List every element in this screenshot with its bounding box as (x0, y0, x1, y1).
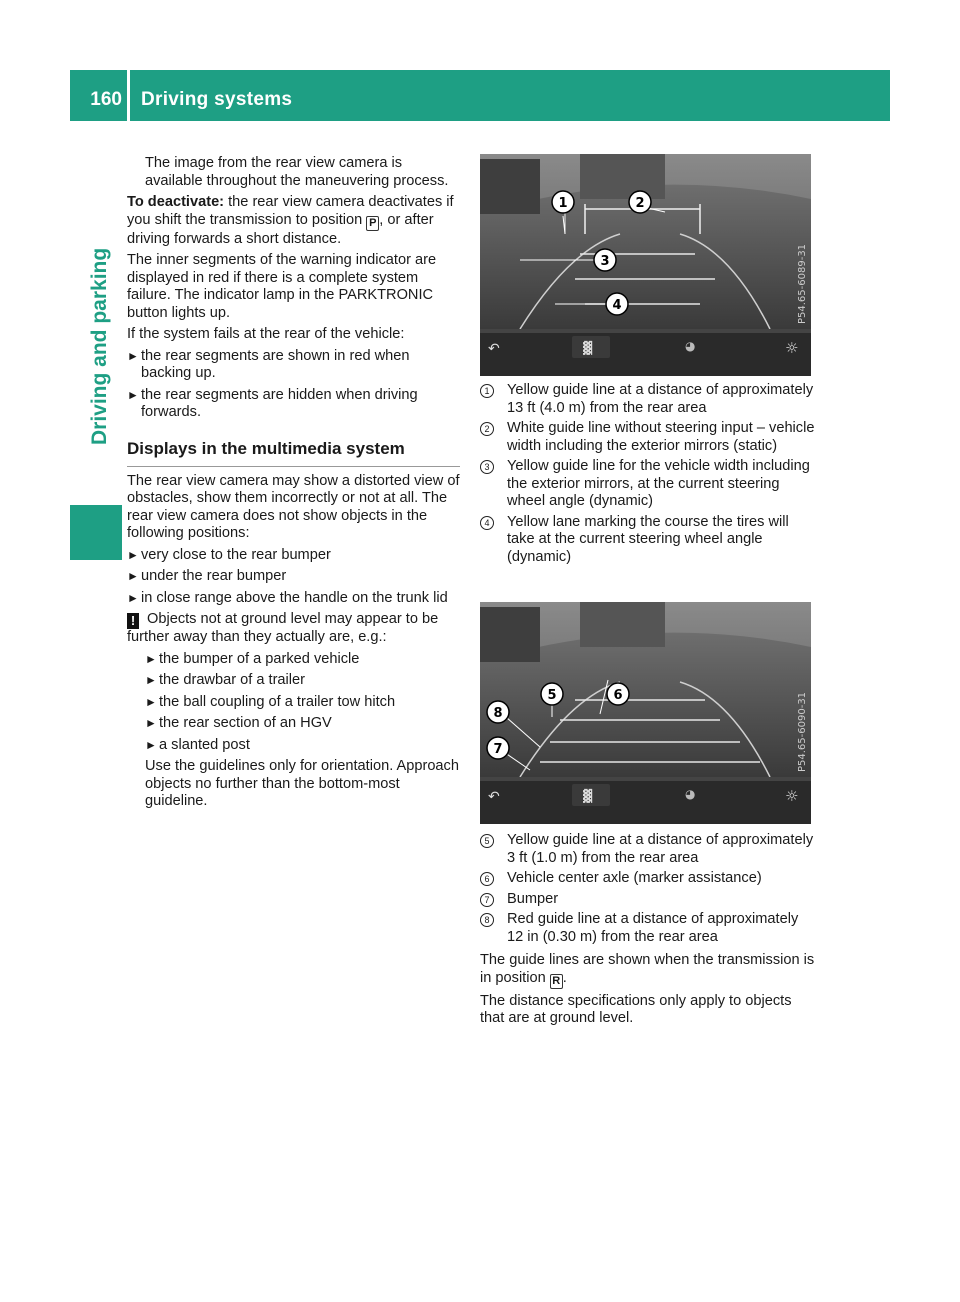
svg-text:7: 7 (493, 742, 503, 757)
list-item: ► the rear segments are shown in red when backing up. (127, 347, 410, 381)
legend-item: 5 Yellow guide line at a distance of approximately 3 ft (1.0 m) from the rear area (480, 832, 815, 867)
list-item: ► the bumper of a parked vehicle (145, 650, 360, 667)
bullet-icon: ► (127, 547, 139, 562)
svg-text:2: 2 (635, 196, 645, 211)
list-item: ► very close to the rear bumper (127, 546, 331, 563)
figure2-code: P54.65-6090-31 (797, 691, 808, 772)
list-item: ► the drawbar of a trailer (145, 672, 306, 688)
rear-fail-text: If the system fails at the rear of the vehicle: (127, 326, 405, 342)
side-tab-block (70, 505, 122, 560)
svg-text:5: 5 (547, 688, 557, 703)
warning-icon: ! (127, 613, 139, 629)
bullet-icon: ► (127, 348, 139, 363)
brightness-icon: ☼ (785, 787, 799, 805)
distance-note: The distance specifications only apply to objects that are at ground level. (480, 992, 792, 1026)
callout-3 (594, 249, 616, 271)
legend-item: 4 Yellow lane marking the course the tires will take at the current steering wheel angle (dynamic) (480, 514, 815, 567)
legend-1 (480, 382, 815, 569)
side-tab-label: Driving and parking (88, 247, 111, 445)
intro-text: The image from the rear view camera is available throughout the maneuvering process. (145, 155, 449, 189)
header-divider (127, 70, 130, 121)
examples-list (127, 651, 460, 755)
inner-segments-text: The inner segments of the warning indicator are displayed in red if there is a complete system failure. The indicator lamp in the PARKTRONIC button lights up. (127, 252, 437, 321)
legend-number: 3 (480, 460, 494, 474)
back-arrow-icon: ↶ (488, 789, 500, 805)
brightness-icon: ☼ (785, 339, 799, 357)
gear-r-icon: R (550, 974, 563, 989)
callout-7 (487, 737, 509, 759)
rear-camera-figure-2 (480, 602, 811, 824)
list-item: ► a slanted post (145, 736, 250, 753)
list-item: ► the rear section of an HGV (145, 715, 332, 731)
distorted-text: The rear view camera may show a distorted view of obstacles, show them incorrectly or not at all. The rear view camera does not show objects in the following positions: (127, 472, 460, 541)
bullet-icon: ► (145, 673, 157, 687)
legend-2 (480, 832, 815, 1032)
guide-lines-shown-text: The guide lines are shown when the transmission is in position R . (480, 952, 815, 987)
callout-5 (541, 683, 563, 705)
callout-2 (629, 191, 651, 213)
legend-item: 1 Yellow guide line at a distance of approximately 13 ft (4.0 m) from the rear area (480, 382, 815, 417)
gear-p-icon: P (366, 216, 379, 231)
bullet-icon: ► (145, 716, 157, 730)
deactivate-text-2: , or after driving forwards a short distance. (127, 211, 434, 247)
legend-number: 7 (480, 893, 494, 907)
legend-item: 7 Bumper (480, 891, 815, 909)
deactivate-paragraph (127, 194, 460, 248)
bullet-icon: ► (127, 569, 139, 583)
list-item: ► under the rear bumper (127, 568, 287, 584)
guideline-note: Use the guidelines only for orientation. Approach objects no further than the bottom-most guideline. (145, 758, 459, 809)
svg-text:6: 6 (613, 688, 623, 703)
bullet-icon: ► (145, 651, 157, 666)
top-view-icon: ◕ (685, 339, 696, 353)
svg-text:3: 3 (600, 254, 610, 269)
warning-note (127, 611, 460, 647)
page-number: 160 (90, 89, 122, 110)
callout-4 (606, 293, 628, 315)
list-item: ► the rear segments are hidden when driving forwards. (127, 386, 418, 420)
legend-item: 6 Vehicle center axle (marker assistance) (480, 870, 815, 888)
subheading-multimedia: Displays in the multimedia system (127, 438, 460, 467)
legend-item: 2 White guide line without steering input – vehicle width including the exterior mirrors (static) (480, 420, 815, 455)
back-arrow-icon: ↶ (488, 341, 500, 357)
bullet-icon: ► (127, 590, 139, 605)
rear-camera-figure-1 (480, 154, 811, 376)
legend-item: 3 Yellow guide line for the vehicle width including the exterior mirrors, at the current steering wheel angle (dynamic) (480, 458, 815, 511)
list-item: ► the ball coupling of a trailer tow hitch (145, 693, 396, 710)
legend-item: 8 Red guide line at a distance of approximately 12 in (0.30 m) from the rear area (480, 911, 815, 946)
legend-number: 4 (480, 516, 494, 530)
callout-8 (487, 701, 509, 723)
left-column (127, 155, 460, 815)
legend-number: 8 (480, 913, 494, 927)
rear-fail-list (127, 348, 460, 422)
positions-list (127, 547, 460, 608)
section-title: Driving systems (141, 89, 293, 110)
rear-view-icon: ▓ (583, 789, 593, 803)
legend-number: 5 (480, 834, 494, 848)
callout-1 (552, 191, 574, 213)
bullet-icon: ► (145, 737, 157, 752)
callout-6 (607, 683, 629, 705)
legend-number: 1 (480, 384, 494, 398)
rear-view-icon: ▓ (583, 341, 593, 355)
legend-number: 2 (480, 422, 494, 436)
figure1-code: P54.65-6089-31 (797, 243, 808, 324)
legend-number: 6 (480, 872, 494, 886)
svg-text:1: 1 (558, 196, 568, 211)
bullet-icon: ► (127, 387, 139, 402)
svg-text:8: 8 (493, 706, 503, 721)
deactivate-label: To deactivate: (127, 194, 225, 210)
warning-text: Objects not at ground level may appear to be further away than they actually are, e.g.: (127, 611, 439, 645)
top-view-icon: ◕ (685, 787, 696, 801)
deactivate-text-1: the rear view camera deactivates if you shift the transmission to position (127, 194, 454, 228)
list-item: ► in close range above the handle on the trunk lid (127, 589, 448, 606)
bullet-icon: ► (145, 694, 157, 709)
svg-text:4: 4 (612, 298, 622, 313)
